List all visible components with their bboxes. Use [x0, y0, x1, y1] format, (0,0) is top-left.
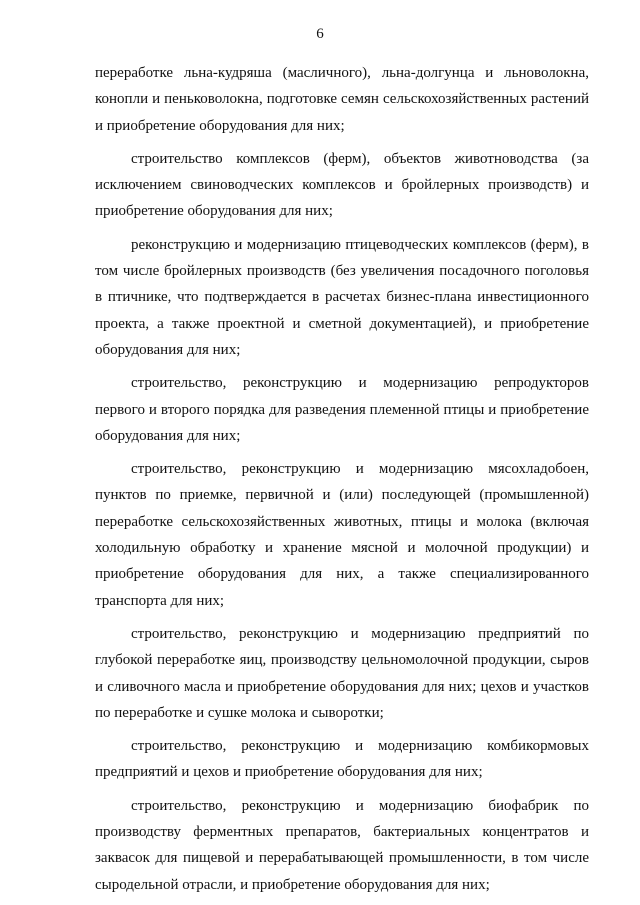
paragraph-biofactories: строительство, реконструкцию и модернизацию биофабрик по производству ферментных препаратов, бактериальных концентратов и заквасок для пищевой и перерабатывающей промышленности, в том числе сыродельной отрасли, и приобретение оборудования для них; — [95, 797, 589, 893]
paragraph-feed-mills: строительство, реконструкцию и модернизацию комбикормовых предприятий и цехов и приобретение оборудования для них; — [95, 738, 589, 781]
paragraph-egg-dairy-processing: строительство, реконструкцию и модернизацию предприятий по глубокой переработке яиц, производству цельномолочной продукции, сыров и сливочного масла и приобретение оборудования для них; цехов и участков по переработке и сушке молока и сыворотки; — [95, 625, 589, 721]
paragraph-poultry-complexes: реконструкцию и модернизацию птицеводческих комплексов (ферм), в том числе бройлерных производств (без увеличения посадочного поголовья в птичнике, что подтверждается в расчетах бизнес-плана инвестиционного проекта, а также проектной и сметной документацией), и приобретение оборудования для них; — [95, 236, 589, 358]
paragraph-livestock-complexes: строительство комплексов (ферм), объектов животноводства (за исключением свиноводческих комплексов и бройлерных производств) и приобретение оборудования для них; — [95, 150, 589, 220]
document-body — [95, 60, 589, 905]
paragraph-breeding-poultry: строительство, реконструкцию и модернизацию репродукторов первого и второго порядка для разведения племенной птицы и приобретение оборудования для них; — [95, 375, 589, 444]
paragraph-continuation: переработке льна-кудряша (масличного), льна-долгунца и льноволокна, конопли и пеньковолокна, подготовке семян сельскохозяйственных растений и приобретение оборудования для них; — [95, 65, 589, 134]
page-number: 6 — [316, 26, 324, 42]
paragraph-slaughterhouses: строительство, реконструкцию и модернизацию мясохладобоен, пунктов по приемке, первичной и (или) последующей (промышленной) переработке сельскохозяйственных животных, птицы и молока (включая холодильную обработку и хранение мясной и молочной продукции) и приобретение оборудования для них, а также специализированного транспорта для них; — [95, 461, 589, 609]
